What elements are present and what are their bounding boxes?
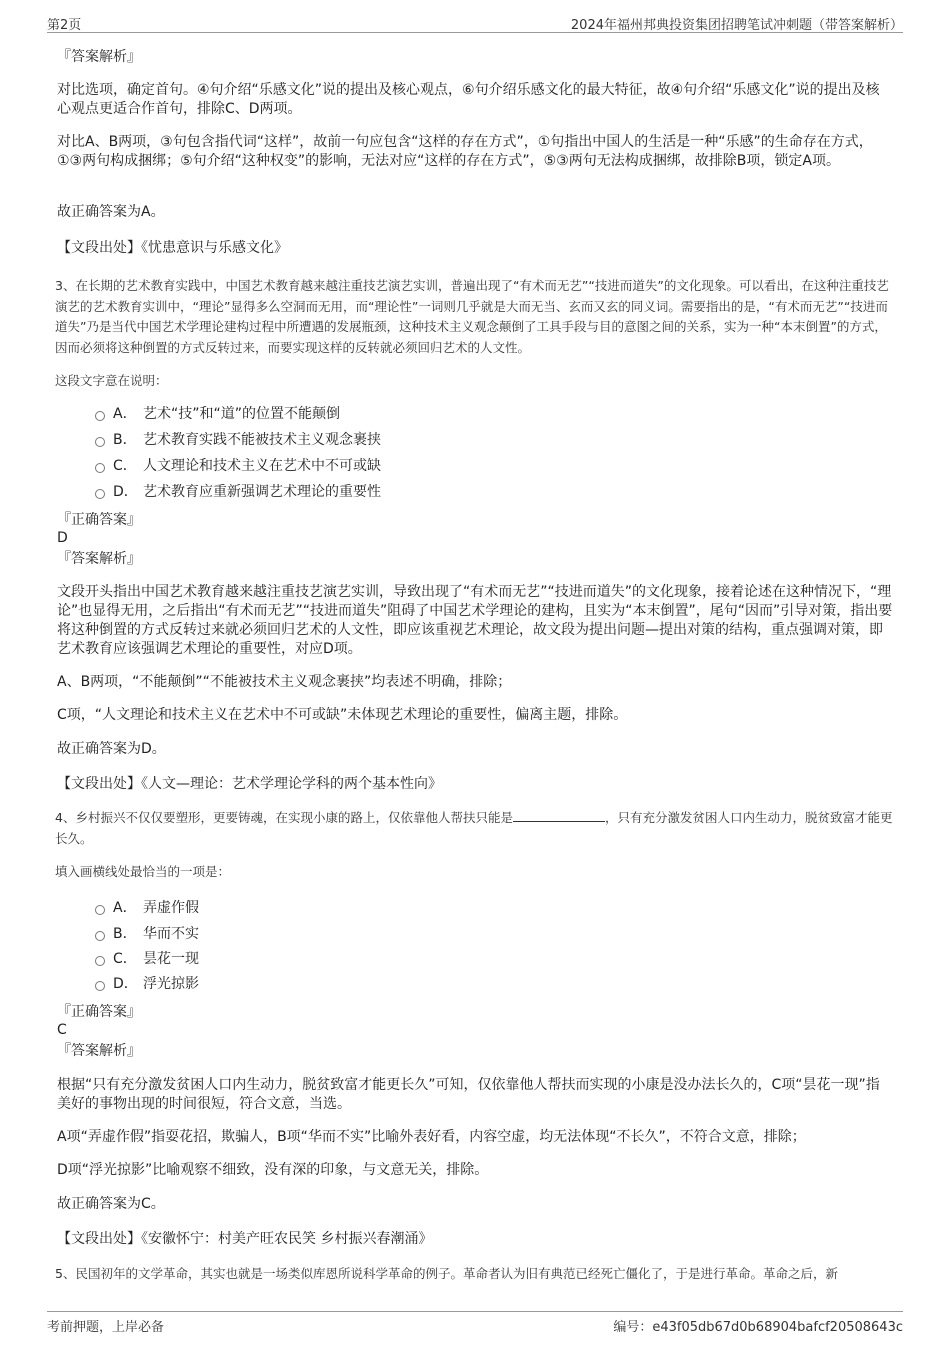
radio-icon[interactable] — [95, 463, 105, 473]
option-c[interactable] — [95, 948, 199, 968]
option-letter: A． — [113, 900, 137, 916]
document-id: 编号：e43f05db67d0b68904bafcf20508643c — [613, 1320, 903, 1335]
analysis-paragraph: A项“弄虚作假”指耍花招，欺骗人，B项“华而不实”比喻外表好看，内容空虚，均无法体现“不长久”，不符合文意，排除； — [57, 1129, 806, 1145]
option-b[interactable] — [95, 923, 199, 943]
option-text: 艺术教育实践不能被技术主义观念裹挟 — [143, 432, 381, 448]
option-text: 弄虚作假 — [143, 900, 199, 916]
option-text: 浮光掠影 — [143, 976, 199, 992]
analysis-paragraph: 对比A、B两项，③句包含指代词“这样”，故前一句应包含“这样的存在方式”，①句指出中国人的生活是一种“乐感”的生命存在方式，①③两句构成捆绑；⑤句介绍“这种权变”的影响，无法对应“这样的存在方式”，⑤③两句无法构成捆绑，故排除B项，锁定A项。 — [57, 134, 873, 169]
option-c[interactable] — [95, 455, 381, 475]
radio-icon[interactable] — [95, 931, 105, 941]
option-text: 艺术教育应重新强调艺术理论的重要性 — [143, 484, 381, 500]
stem-part: ，只有充分激发贫困人口内生动力，脱贫致富才能更长久。 — [55, 810, 893, 846]
radio-icon[interactable] — [95, 489, 105, 499]
option-b[interactable] — [95, 429, 381, 449]
option-text: 艺术“技”和“道”的位置不能颠倒 — [143, 406, 341, 422]
analysis-label: 『答案解析』 — [57, 1043, 141, 1059]
analysis-paragraph: 对比选项，确定首句。④句介绍“乐感文化”说的提出及核心观点，⑥句介绍乐感文化的最大特征，故④句介绍“乐感文化”说的提出及核心观点更适合作首句，排除C、D两项。 — [57, 82, 880, 117]
source-citation: 【文段出处】《安徽怀宁：村美产旺农民笑 乡村振兴春潮涌》 — [57, 1231, 433, 1247]
page-number: 第2页 — [47, 18, 82, 33]
footer-slogan: 考前押题，上岸必备 — [47, 1320, 165, 1335]
option-d[interactable] — [95, 481, 381, 501]
option-letter: C． — [113, 951, 137, 967]
analysis-paragraph: 故正确答案为A。 — [57, 204, 165, 220]
correct-answer: D — [57, 530, 68, 546]
option-text: 昙花一现 — [143, 951, 199, 967]
option-text: 华而不实 — [143, 926, 199, 942]
analysis-paragraph: A、B两项，“不能颠倒”“不能被技术主义观念裹挟”均表述不明确，排除； — [57, 674, 512, 690]
question-stem — [55, 808, 895, 849]
question-stem: 3、在长期的艺术教育实践中，中国艺术教育越来越注重技艺演艺实训，普遍出现了“有术而无艺”“技进而道失”的文化现象。可以看出，在这种注重技艺演艺的艺术教育实训中，“理论”显得多么空洞而无用，而“理论性”一词则几乎就是大而无当、玄而又玄的同义词。需要指出的是，“有术而无艺”“技进而道失”乃是当代中国艺术学理论建构过程中所遭遇的发展瓶颈，这种技术主义观念颠倒了工具手段与目的意图之间的关系，实为一种“本末倒置”的方式，因而必须将这种倒置的方式反转过来，而要实现这样的反转就必须回归艺术的人文性。 — [55, 278, 889, 355]
option-letter: C． — [113, 458, 137, 474]
option-letter: B． — [113, 926, 137, 942]
radio-icon[interactable] — [95, 905, 105, 915]
option-d[interactable] — [95, 973, 199, 993]
analysis-paragraph: C项，“人文理论和技术主义在艺术中不可或缺”未体现艺术理论的重要性，偏离主题，排除。 — [57, 707, 628, 723]
option-text: 人文理论和技术主义在艺术中不可或缺 — [143, 458, 381, 474]
radio-icon[interactable] — [95, 956, 105, 966]
stem-part: 4、乡村振兴不仅仅要塑形，更要铸魂，在实现小康的路上，仅依靠他人帮扶只能是 — [55, 810, 513, 825]
analysis-label: 『答案解析』 — [57, 49, 141, 65]
fill-blank — [513, 809, 605, 822]
source-citation: 【文段出处】《人文—理论：艺术学理论学科的两个基本性向》 — [57, 776, 442, 792]
option-letter: D． — [113, 976, 138, 992]
document-title: 2024年福州邦典投资集团招聘笔试冲刺题（带答案解析） — [570, 18, 903, 33]
correct-answer-label: 『正确答案』 — [57, 1004, 141, 1020]
analysis-label: 『答案解析』 — [57, 551, 141, 567]
option-a[interactable] — [95, 403, 340, 423]
option-letter: D． — [113, 484, 138, 500]
correct-answer-label: 『正确答案』 — [57, 512, 141, 528]
option-letter: B． — [113, 432, 137, 448]
radio-icon[interactable] — [95, 981, 105, 991]
option-a[interactable] — [95, 897, 199, 917]
question-prompt: 填入画横线处最恰当的一项是： — [55, 864, 231, 879]
correct-answer: C — [57, 1022, 67, 1038]
analysis-paragraph: 文段开头指出中国艺术教育越来越注重技艺演艺实训，导致出现了“有术而无艺”“技进而道失”的文化现象，接着论述在这种情况下，“理论”也显得无用，之后指出“有术而无艺”“技进而道失”阻碍了中国艺术学理论的建构，且实为“本末倒置”，尾句“因而”引导对策，指出要将这种倒置的方式反转过来就必须回归艺术的人文性，即应该重视艺术理论，故文段为提出问题—提出对策的结构，重点强调对策，即艺术教育应该强调艺术理论的重要性，对应D项。 — [57, 584, 893, 657]
analysis-paragraph: D项“浮光掠影”比喻观察不细致，没有深的印象，与文意无关，排除。 — [57, 1162, 489, 1178]
option-letter: A． — [113, 406, 137, 422]
analysis-paragraph: 故正确答案为C。 — [57, 1196, 165, 1212]
question-prompt: 这段文字意在说明： — [55, 373, 168, 388]
analysis-paragraph: 根据“只有充分激发贫困人口内生动力，脱贫致富才能更长久”可知，仅依靠他人帮扶而实现的小康是没办法长久的，C项“昙花一现”指美好的事物出现的时间很短，符合文意，当选。 — [57, 1077, 880, 1112]
source-citation: 【文段出处】《忧患意识与乐感文化》 — [57, 240, 288, 256]
page-footer — [47, 1311, 903, 1336]
question-stem: 5、民国初年的文学革命，其实也就是一场类似库恩所说科学革命的例子。革命者认为旧有典范已经死亡僵化了，于是进行革命。革命之后，新 — [55, 1266, 838, 1281]
analysis-paragraph: 故正确答案为D。 — [57, 741, 166, 757]
radio-icon[interactable] — [95, 437, 105, 447]
radio-icon[interactable] — [95, 411, 105, 421]
page-header — [47, 12, 903, 33]
